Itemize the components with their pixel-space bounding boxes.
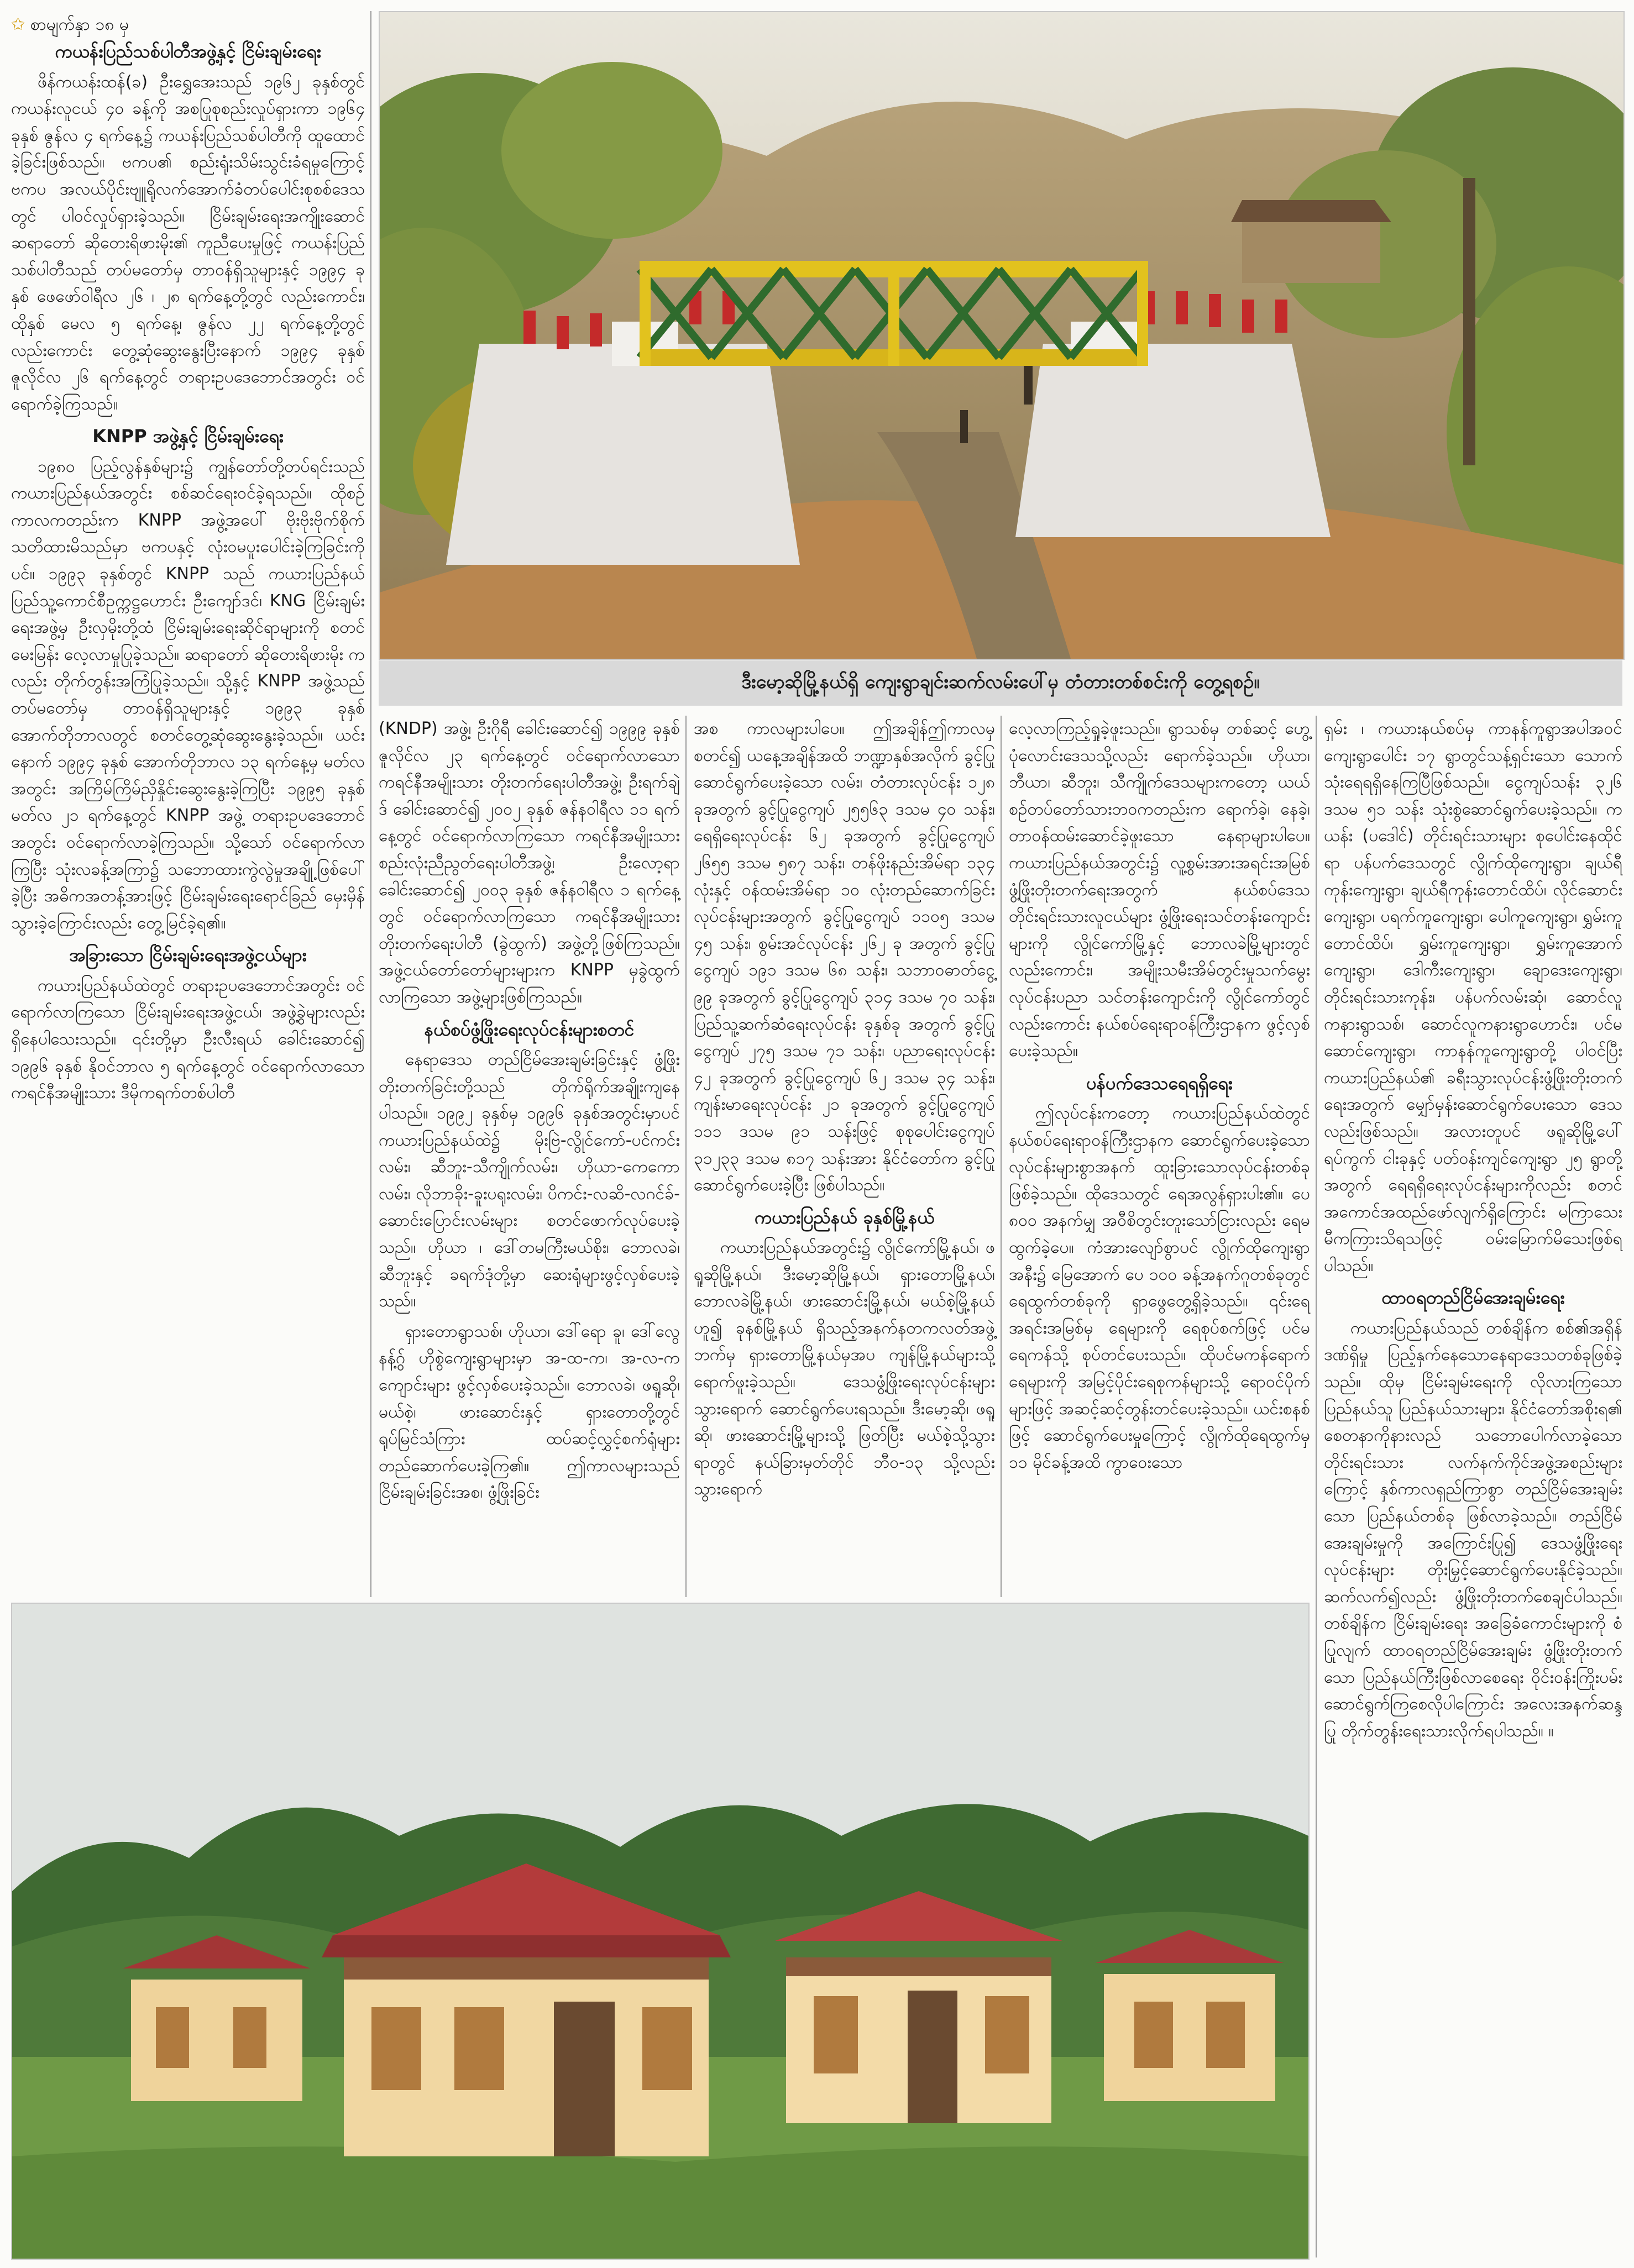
- section-heading: ထာဝရတည်ငြိမ်အေးချမ်းရေး: [1381, 1287, 1565, 1309]
- section-heading: KNPP အဖွဲ့နှင့် ငြိမ်းချမ်းရေး: [92, 426, 284, 447]
- star-icon: ✩: [11, 15, 25, 34]
- column-divider: [1001, 716, 1002, 1597]
- section-heading: နယ်စပ်ဖွံ့ဖြိုးရေးလုပ်ငန်းများစတင်: [424, 1019, 635, 1040]
- paragraph: ကယားပြည်နယ်အတွင်း၌ လွိုင်ကော်မြို့နယ်၊ ဖရူဆိုမြို့နယ်၊ ဒီးမော့ဆိုမြို့နယ်၊ ရှားတောမြို့နယ်၊ ဘောလခဲမြို့နယ်၊ ဖားဆောင်းမြို့နယ်၊ မယ်စဲ့မြို့နယ်ဟူ၍ ခုနစ်မြို့နယ် ရှိသည့်အနက်နတကလတ်အဖွဲ့ဘက်မှ ရှားတောမြို့နယ်မှအပ ကျန်မြို့နယ်များသို့ ရောက်ဖူးခဲ့သည်။ ဒေသဖွံ့ဖြိုးရေးလုပ်ငန်းများသွားရောက် ဆောင်ရွက်ပေးရသည်။ ဒီးမော့ဆို၊ ဖရူဆို၊ ဖားဆောင်းမြို့များသို့ ဖြတ်ပြီး မယ်စဲ့သို့သွားရာတွင် နယ်ခြားမှတ်တိုင် ဘီ၀-၁၃ သို့လည်း သွားရောက်: [694, 1238, 995, 1499]
- bridge-photo: [379, 11, 1625, 660]
- column-5: [1324, 716, 1622, 1748]
- paragraph: ရှားတောရွာသစ်၊ ဟိုယာ၊ ဒေါ်ရော ခူ၊ ဒေါ်လွေနန့်ဂွ် ဟိုစွဲကျေးရွာများမှာ အ-ထ-က၊ အ-လ-က ကျောင်းများ ဖွင့်လှစ်ပေးခဲ့သည်။ ဘောလခဲ၊ ဖရူဆို၊ မယ်စဲ့၊ ဖားဆောင်းနှင့် ရှားတောတို့တွင် ရုပ်မြင်သံကြား ထပ်ဆင့်လွှင့်စက်ရုံများ တည်ဆောက်ပေးခဲ့ကြ၏။ ဤကာလများသည် ငြိမ်းချမ်းခြင်းအစ၊ ဖွံ့ဖြိုးခြင်း: [379, 1321, 680, 1503]
- section-heading: ပန်ပက်ဒေသရေရရှိရေး: [1086, 1072, 1233, 1094]
- paragraph: ဖိန်ကယန်းထန်(ခ) ဦးရွှေအေးသည် ၁၉၆၂ ခုနှစ်တွင် ကယန်းလူငယ် ၄၀ ခန့်ကို အစပြုစုစည်းလှုပ်ရှားကာ ၁၉၆၄ ခုနှစ် ဇွန်လ ၄ ရက်နေ့၌ ကယန်းပြည်သစ်ပါတီကို ထူထောင်ခဲ့ခြင်းဖြစ်သည်။ ဗကပ၏ စည်းရုံးသိမ်းသွင်းခံရမှုကြောင့် ဗကပ အလယ်ပိုင်းဗျူရိုလက်အောက်ခံတပ်ပေါင်းစုစစ်ဒေသတွင် ပါဝင်လှုပ်ရှားခဲ့သည်။ ငြိမ်းချမ်းရေးအကျိုးဆောင် ဆရာတော် ဆိုတေးရိဖားမိုး၏ ကူညီပေးမှုဖြင့် ကယန်းပြည်သစ်ပါတီသည် တပ်မတော်မှ တာဝန်ရှိသူများနှင့် ၁၉၉၄ ခုနှစ် ဖေဖော်ဝါရီလ ၂၆ ၊ ၂၈ ရက်နေ့တို့တွင် လည်းကောင်း၊ ထိုနှစ် မေလ ၅ ရက်နေ့၊ ဇွန်လ ၂၂ ရက်နေ့တို့တွင်လည်းကောင်း တွေ့ဆုံဆွေးနွေးပြီးနောက် ၁၉၉၄ ခုနှစ် ဇူလိုင်လ ၂၆ ရက်နေ့တွင် တရားဥပဒေဘောင်အတွင်း ဝင်ရောက်ခဲ့ကြသည်။: [11, 72, 365, 414]
- column-1: [11, 12, 365, 1110]
- paragraph: (KNDP) အဖွဲ့၊ ဦးဂိုရီ ခေါင်းဆောင်၍ ၁၉၉၉ ခုနှစ် ဇူလိုင်လ ၂၃ ရက်နေ့တွင် ဝင်ရောက်လာသော ကရင်နီအမျိုးသား တိုးတက်ရေးပါတီအဖွဲ့၊ ဦးရက်ချဲဒ် ခေါင်းဆောင်၍ ၂၀၀၂ ခုနှစ် ဇန်နဝါရီလ ၁၁ ရက်နေ့တွင် ဝင်ရောက်လာကြသော ကရင်နီအမျိုးသားစည်းလုံးညီညွတ်ရေးပါတီအဖွဲ့၊ ဦးလော့ရာခေါင်းဆောင်၍ ၂၀၀၃ ခုနှစ် ဇန်နဝါရီလ ၁ ရက်နေ့တွင် ဝင်ရောက်လာကြသော ကရင်နီအမျိုးသားတိုးတက်ရေးပါတီ (ခွဲထွက်) အဖွဲ့တို့ဖြစ်ကြသည်။ အဖွဲ့ငယ်တော်တော်များများက KNPP မှခွဲထွက်လာကြသော အဖွဲ့များဖြစ်ကြသည်။: [379, 719, 680, 1007]
- paragraph: အစ ကာလများပါပေ။ ဤအချိန်ဤကာလမှစတင်၍ ယနေ့အချိန်အထိ ဘဏ္ဍာနှစ်အလိုက် ခွင့်ပြုဆောင်ရွက်ပေးခဲ့သော လမ်း၊ တံတားလုပ်ငန်း ၁၂၈ ခုအတွက် ခွင့်ပြုငွေကျပ် ၂၅၅၆၃ ဒသမ ၄၀ သန်း၊ ရေရှိရေးလုပ်ငန်း ၆၂ ခုအတွက် ခွင့်ပြုငွေကျပ် ၂၆၅၅ ဒသမ ၅၈၇ သန်း၊ တန်ဖိုးနည်းအိမ်ရာ ၁၃၄ လုံးနှင့် ဝန်ထမ်းအိမ်ရာ ၁၀ လုံးတည်ဆောက်ခြင်းလုပ်ငန်းများအတွက် ခွင့်ပြုငွေကျပ် ၁၁၀၅ ဒသမ ၄၅ သန်း၊ စွမ်းအင်လုပ်ငန်း ၂၆၂ ခု အတွက် ခွင့်ပြုငွေကျပ် ၁၉၁ ဒသမ ၆၈ သန်း၊ သဘာဝဓာတ်ငွေ့ ၉၉ ခုအတွက် ခွင့်ပြုငွေကျပ် ၃၁၄ ဒသမ ၇၀ သန်း၊ ပြည်သူ့ဆက်ဆံရေးလုပ်ငန်း ခုနှစ်ခု အတွက် ခွင့်ပြုငွေကျပ် ၂၇၅ ဒသမ ၇၁ သန်း၊ ပညာရေးလုပ်ငန်း ၄၂ ခုအတွက် ခွင့်ပြုငွေကျပ် ၆၂ ဒသမ ၃၄ သန်း၊ ကျန်းမာရေးလုပ်ငန်း ၂၁ ခုအတွက် ခွင့်ပြုငွေကျပ် ၁၁၁ ဒသမ ၉၁ သန်းဖြင့် စုစုပေါင်းငွေကျပ် ၃၁၂၃၃ ဒသမ ၈၁၇ သန်းအား နိုင်ငံတော်က ခွင့်ပြုဆောင်ရွက်ပေးခဲ့ပြီး ဖြစ်ပါသည်။: [694, 719, 995, 1195]
- houses-photo: [11, 1603, 1310, 2260]
- section-heading: ကယားပြည်နယ် ခုနှစ်မြို့နယ်: [754, 1206, 935, 1228]
- column-4: [1009, 716, 1310, 1479]
- paragraph: နေရာဒေသ တည်ငြိမ်အေးချမ်းခြင်းနှင့် ဖွံ့ဖြိုးတိုးတက်ခြင်းတို့သည် တိုက်ရိုက်အချိုးကျနေပါသည်။ ၁၉၉၂ ခုနှစ်မှ ၁၉၉၆ ခုနှစ်အတွင်းမှာပင် ကယားပြည်နယ်ထဲ၌ မိုးဗြဲ-လွိုင်ကော်-ပင်ကင်းလမ်း၊ ဆီဘူး-သီကျိုက်လမ်း၊ ဟိုယာ-ကေကောလမ်း၊ လိုဘာခိုး-ခူးပရုးလမ်း၊ ပိကင်း-လဆိ-လဂင်ခ်-ဆောင်းပြောင်းလမ်းများ စတင်ဖောက်လုပ်ပေးခဲ့သည်။ ဟိုယာ ၊ ဒေါ်တမကြီးမယ်စိုး၊ ဘောလခဲ၊ ဆီဘူးနှင့် ခရက်ဒုံတို့မှာ ဆေးရုံများဖွင့်လှစ်ပေးခဲ့သည်။: [379, 1049, 680, 1311]
- paragraph: ဤလုပ်ငန်းကတော့ ကယားပြည်နယ်ထဲတွင် နယ်စပ်ရေးရာဝန်ကြီးဌာနက ဆောင်ရွက်ပေးခဲ့သော လုပ်ငန်းများစွာအနက် ထူးခြားသောလုပ်ငန်းတစ်ခုဖြစ်ခဲ့သည်။ ထိုဒေသတွင် ရေအလွန်ရှားပါး၏။ ပေ ၈၀၀ အနက်မျှ အဝီစိတွင်းတူးသော်ငြားလည်း ရေမထွက်ခဲ့ပေ။ ကံအားလျော်စွာပင် လွိုက်ထိုကျေးရွာအနီး၌ မြေအောက် ပေ ၁၀၀ ခန့်အနက်ဂူတစ်ခုတွင် ရေထွက်တစ်ခုကို ရှာဖွေတွေ့ရှိခဲ့သည်။ ၎င်းရေအရင်းအမြစ်မှ ရေများကို ရေစုပ်စက်ဖြင့် ပင်မ ရေကန်သို့ စုပ်တင်ပေးသည်။ ထိုပင်မကန်ရောက်ရေများကို အမြင့်ပိုင်းရေစုကန်များသို့ ရောဝင်ပိုက်များဖြင့် အဆင့်ဆင့်တွန်းတင်ပေးခဲ့သည်။ ယင်းစနစ်ဖြင့် ဆောင်ရွက်ပေးမှုကြောင့် လွိုက်ထိုရေထွက်မှ ၁၁ မိုင်ခန့်အထိ ကွာဝေးသော: [1009, 1104, 1310, 1472]
- continued-from-label: ✩ စာမျက်နှာ ၁၈ မှ: [11, 15, 129, 34]
- section-heading: အခြားသော ငြိမ်းချမ်းရေးအဖွဲ့ငယ်များ: [69, 944, 307, 966]
- column-divider: [370, 11, 371, 1597]
- photo-caption: ဒီးမော့ဆိုမြို့နယ်ရှိ ကျေးရွာချင်းဆက်လမ်းပေါ်မှ တံတားတစ်စင်းကို တွေ့ရစဉ်။: [379, 660, 1622, 706]
- paragraph: ရှမ်း ၊ ကယားနယ်စပ်မှ ကာနန်ကူရွာအပါအဝင် ကျေးရွာပေါင်း ၁၇ ရွာတွင်သန့်ရှင်းသော သောက်သုံးရေရရှိနေကြပြီဖြစ်သည်။ ငွေကျပ်သန်း ၃၂၆ ဒသမ ၅၁ သန်း သုံးစွဲဆောင်ရွက်ပေးခဲ့သည်။ ကယန်း (ပဒေါင်) တိုင်းရင်းသားများ စုပေါင်းနေထိုင်ရာ ပန်ပက်ဒေသတွင် လွိုက်ထိုကျေးရွာ၊ ချယ်ရီကုန်းကျေးရွာ၊ ချယ်ရီကုန်းတောင်ထိပ်၊ လိုင်ဆောင်းကျေးရွာ၊ ပရက်ကူကျေးရွာ၊ ပေါကူကျေးရွာ၊ ရွှမ်းကူတောင်ထိပ်၊ ရွှမ်းကူကျေးရွာ၊ ရွှမ်းကူအောက်ကျေးရွာ၊ ဒေါကီးကျေးရွာ၊ ချောဒေးကျေးရွာ၊ တိုင်းရင်းသားကုန်း၊ ပန်ပက်လမ်းဆုံ၊ ဆောင်လူကနားရွာသစ်၊ ဆောင်လူကနားရွာဟောင်း၊ ပင်မဆောင်ကျေးရွာ၊ ကာနန်ကူကျေးရွာတို့ ပါဝင်ပြီး ကယားပြည်နယ်၏ ခရီးသွားလုပ်ငန်းဖွံ့ဖြိုးတိုးတက်ရေးအတွက် မျှော်မှန်းဆောင်ရွက်ပေးသော ဒေသလည်းဖြစ်သည်။ အလားတူပင် ဖရူဆိုမြို့ပေါ်ရပ်ကွက် ငါးခုနှင့် ပတ်ဝန်းကျင်ကျေးရွာ ၂၅ ရွာတို့အတွက် ရေရရှိရေးလုပ်ငန်းများကိုလည်း စတင်အကောင်အထည်ဖော်လျက်ရှိကြောင်း မကြာသေးမီကကြားသိရသဖြင့် ဝမ်းမြောက်မိသေးဖြစ်ရပါသည်။: [1324, 719, 1622, 1275]
- column-divider: [1316, 716, 1317, 2258]
- paragraph: ကယားပြည်နယ်သည် တစ်ချိန်က စစ်၏အရှိန်ဒဏ်ရှိမှု ပြည့်နှက်နေသောနေရာဒေသတစ်ခုဖြစ်ခဲ့သည်။ ထိုမှ ငြိမ်းချမ်းရေးကို လိုလားကြသော ပြည်နယ်သူ ပြည်နယ်သားများ၊ နိုင်ငံတော်အစိုးရ၏ စေတနာကိုနားလည် သဘောပေါက်လာခဲ့သော တိုင်းရင်းသား လက်နက်ကိုင်အဖွဲ့အစည်းများကြောင့် နှစ်ကာလရှည်ကြာစွာ တည်ငြိမ်အေးချမ်းသော ပြည်နယ်တစ်ခု ဖြစ်လာခဲ့သည်။ တည်ငြိမ်အေးချမ်းမှုကို အကြောင်းပြု၍ ဒေသဖွံ့ဖြိုးရေးလုပ်ငန်းများ တိုးမြှင့်ဆောင်ရွက်ပေးနိုင်ခဲ့သည်။ ဆက်လက်၍လည်း ဖွံ့ဖြိုးတိုးတက်စေချင်ပါသည်။ တစ်ချိန်က ငြိမ်းချမ်းရေး အခြေခံကောင်းများကို စံပြုလျက် ထာဝရတည်ငြိမ်အေးချမ်း ဖွံ့ဖြိုးတိုးတက်သော ပြည်နယ်ကြီးဖြစ်လာစေရေး ဝိုင်းဝန်းကြိုးပမ်းဆောင်ရွက်ကြစေလိုပါကြောင်း အလေးအနက်ဆန္ဒပြု တိုက်တွန်းရေးသားလိုက်ရပါသည်။ ။: [1324, 1318, 1622, 1741]
- paragraph: ကယားပြည်နယ်ထဲတွင် တရားဥပဒေဘောင်အတွင်း ဝင်ရောက်လာကြသော ငြိမ်းချမ်းရေးအဖွဲ့ငယ်၊ အဖွဲ့ခွဲများလည်း ရှိနေပါသေးသည်။ ၎င်းတို့မှာ ဦးလီးရယ် ခေါင်းဆောင်၍ ၁၉၉၆ ခုနှစ် နိုဝင်ဘာလ ၅ ရက်နေ့တွင် ဝင်ရောက်လာသော ကရင်နီအမျိုးသား ဒီမိုကရက်တစ်ပါတီ: [11, 975, 365, 1103]
- column-2: [379, 716, 680, 1510]
- article-subheadline: ကယန်းပြည်သစ်ပါတီအဖွဲ့နှင့် ငြိမ်းချမ်းရေး: [55, 41, 321, 62]
- paragraph: လေ့လာကြည့်ရှုခဲ့ဖူးသည်။ ရွာသစ်မှ တစ်ဆင့် ဟွေ့ပုံလောင်းဒေသသို့လည်း ရောက်ခဲ့သည်။ ဟိုယာ၊ ဘီယာ၊ ဆီဘူး၊ သီကျိုက်ဒေသများကတော့ ယယ်စဉ်တပ်တော်သားဘဝကတည်းက ရောက်ခဲ့၊ နေခဲ့၊ တာဝန်ထမ်းဆောင်ခဲ့ဖူးသော နေရာများပါပေ။ ကယားပြည်နယ်အတွင်း၌ လူ့စွမ်းအားအရင်းအမြစ်ဖွံ့ဖြိုးတိုးတက်ရေးအတွက် နယ်စပ်ဒေသတိုင်းရင်းသားလူငယ်များ ဖွံ့ဖြိုးရေးသင်တန်းကျောင်းများကို လွိုင်ကော်မြို့နှင့် ဘောလခဲမြို့များတွင် လည်းကောင်း၊ အမျိုးသမီးအိမ်တွင်းမှုသက်မွေးလုပ်ငန်းပညာ သင်တန်းကျောင်းကို လွိုင်ကော်တွင် လည်းကောင်း နယ်စပ်ရေးရာဝန်ကြီးဌာနက ဖွင့်လှစ်ပေးခဲ့သည်။: [1009, 719, 1310, 1061]
- column-divider: [685, 716, 687, 1597]
- paragraph: ၁၉၈၀ ပြည့်လွန်နှစ်များ၌ ကျွန်တော်တို့တပ်ရင်းသည် ကယားပြည်နယ်အတွင်း စစ်ဆင်ရေးဝင်ခဲ့ရသည်။ ထိုစဉ်ကာလကတည်းက KNPP အဖွဲ့အပေါ် ဗိုးဗိုးဗိုက်စိုက် သတိထားမိသည်မှာ ဗကပနှင့် လုံးဝမပူးပေါင်းခဲ့ကြခြင်းကိုပင်။ ၁၉၉၃ ခုနှစ်တွင် KNPP သည် ကယားပြည်နယ် ပြည်သူ့ကောင်စီဥက္ကဋ္ဌဟောင်း ဦးကျော်ဒင်၊ KNG ငြိမ်းချမ်းရေးအဖွဲ့မှ ဦးလှမိုးတို့ထံ ငြိမ်းချမ်းရေးဆိုင်ရာများကို စတင်မေးမြန်း လေ့လာမှုပြုခဲ့သည်။ ဆရာတော် ဆိုတေးရိဖားမိုး ကလည်း တိုက်တွန်းအကြံပြုခဲ့သည်။ သို့နှင့် KNPP အဖွဲ့သည် တပ်မတော်မှ တာဝန်ရှိသူများနှင့် ၁၉၉၃ ခုနှစ် အောက်တိုဘာလတွင် စတင်တွေ့ဆုံဆွေးနွေးခဲ့သည်။ ယင်းနောက် ၁၉၉၄ ခုနှစ် အောက်တိုဘာလ ၁၃ ရက်နေ့မှ မတ်လအတွင်း အကြိမ်ကြိမ်ညှိနှိုင်းဆွေးနွေးခဲ့ကြပြီး ၁၉၉၅ ခုနှစ် မတ်လ ၂၁ ရက်နေ့တွင် KNPP အဖွဲ့ တရားဥပဒေဘောင်အတွင်း ဝင်ရောက်လာခဲ့ကြသည်။ သို့သော် ဝင်ရောက်လာကြပြီး သုံးလခန့်အကြာ၌ သဘောထားကွဲလွဲမှုအချို့ဖြစ်ပေါ်ခဲ့ပြီး အဓိကအတန့်အားဖြင့် ငြိမ်းချမ်းရေးရောင်ခြည် မှေးမှိန်သွားခဲ့ကြောင်းလည်း တွေ့မြင်ခဲ့ရ၏။: [11, 456, 365, 933]
- column-3: [694, 716, 995, 1506]
